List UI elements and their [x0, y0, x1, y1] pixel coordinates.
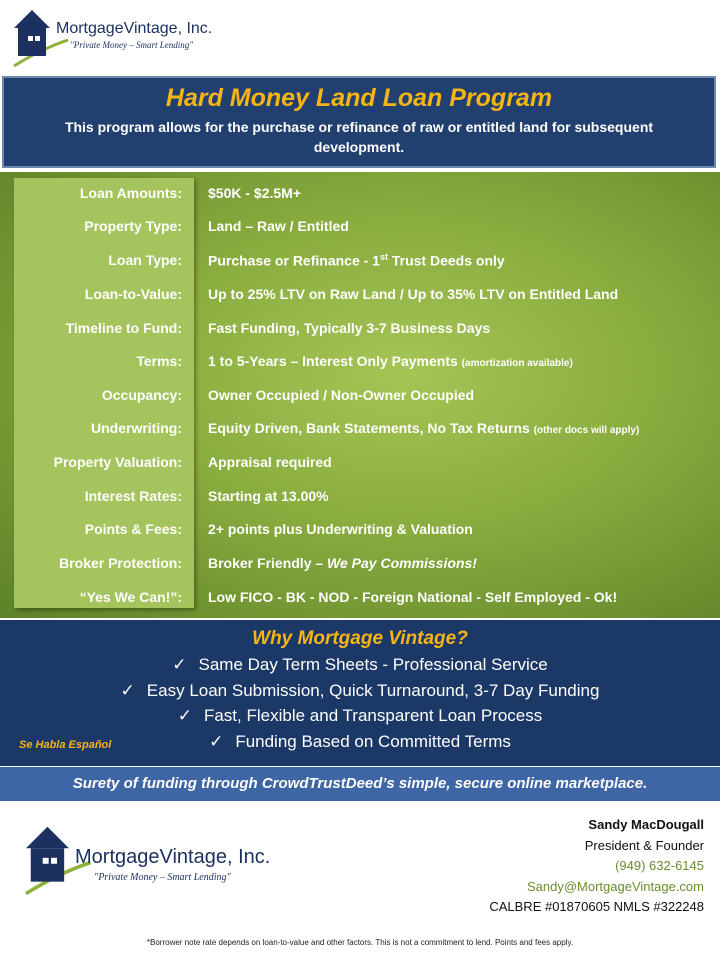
term-value: Up to 25% LTV on Raw Land / Up to 35% LTV on Entitled Land [208, 286, 619, 302]
term-value-text: Broker Friendly – [208, 555, 328, 571]
term-row [0, 312, 720, 346]
contact-phone[interactable]: (949) 632-6145 [615, 858, 704, 873]
license-numbers: CALBRE #01870605 NMLS #322248 [489, 899, 704, 914]
term-label: Terms: [136, 353, 182, 369]
term-value-text: Trust Deeds only [387, 252, 505, 269]
term-label: Loan Amounts: [79, 185, 182, 201]
term-value: Fast Funding, Typically 3-7 Business Days [208, 320, 491, 336]
title-banner [2, 76, 716, 168]
term-value: $50K - $2.5M+ [208, 185, 301, 201]
program-details [0, 172, 720, 618]
checkmark-icon: ✓ [120, 680, 135, 700]
term-value-sup: st [379, 252, 388, 262]
term-value: Owner Occupied / Non-Owner Occupied [208, 387, 475, 403]
habla-espanol-label: Se Habla Español [19, 739, 112, 751]
program-subtitle: This program allows for the purchase or refinance of raw or entitled land for subsequent development. [64, 119, 654, 155]
company-logo-top [10, 6, 240, 68]
term-value [208, 555, 477, 571]
logo-tagline: "Private Money – Smart Lending" [94, 872, 231, 883]
term-row [0, 177, 720, 211]
term-label: Property Type: [84, 218, 182, 234]
term-row [0, 547, 720, 581]
term-row [0, 278, 720, 312]
surety-banner: Surety of funding through CrowdTrustDeed’s simple, secure online marketplace. [0, 767, 720, 801]
term-label: Underwriting: [91, 420, 182, 436]
term-value: 2+ points plus Underwriting & Valuation [208, 521, 473, 537]
term-note: (other docs will apply) [533, 425, 640, 436]
why-section [0, 620, 720, 766]
term-value: Land – Raw / Entitled [208, 218, 349, 234]
logo-name: MortgageVintage, Inc. [56, 20, 213, 37]
disclaimer: *Borrower note rate depends on loan-to-value and other factors. This is not a commitment to lend. Points and fees apply. [146, 938, 574, 947]
why-bullet [0, 678, 720, 704]
term-row [0, 446, 720, 480]
term-row [0, 480, 720, 514]
term-row [0, 244, 720, 278]
term-row [0, 513, 720, 547]
term-label: Interest Rates: [84, 488, 182, 504]
why-bullet-text: Funding Based on Committed Terms [235, 731, 511, 751]
term-value-text: 1 to 5-Years – Interest Only Payments [208, 353, 462, 369]
term-value [208, 420, 639, 436]
term-label: Loan-to-Value: [84, 286, 182, 302]
term-label: Timeline to Fund: [65, 320, 182, 336]
why-title: Why Mortgage Vintage? [252, 628, 468, 649]
term-row [0, 581, 720, 615]
term-value-text: Purchase or Refinance - 1 [208, 252, 380, 269]
term-note: (amortization available) [461, 358, 573, 369]
term-label: “Yes We Can!”: [79, 589, 182, 605]
term-value: Appraisal required [208, 454, 332, 470]
term-row [0, 379, 720, 413]
company-logo-bottom [20, 822, 290, 894]
term-label: Points & Fees: [84, 521, 182, 537]
why-bullet-text: Same Day Term Sheets - Professional Service [198, 655, 548, 674]
contact-block [489, 815, 704, 918]
term-value [208, 353, 573, 369]
logo-tagline: "Private Money – Smart Lending" [70, 40, 194, 50]
term-row [0, 412, 720, 446]
term-value-emphasis: We Pay Commissions! [327, 555, 477, 571]
term-value-text: Equity Driven, Bank Statements, No Tax Returns [208, 420, 534, 436]
checkmark-icon: ✓ [177, 706, 192, 725]
contact-title: President & Founder [584, 837, 704, 853]
contact-email-link[interactable]: Sandy@MortgageVintage.com [526, 878, 704, 894]
term-value: Low FICO - BK - NOD - Foreign National - Self Employed - Ok! [208, 589, 618, 605]
term-label: Occupancy: [101, 387, 182, 403]
why-bullet [0, 652, 720, 678]
term-row [0, 345, 720, 379]
term-label: Loan Type: [108, 252, 182, 268]
term-row [0, 210, 720, 244]
contact-name: Sandy MacDougall [588, 817, 704, 832]
why-bullet-text: Fast, Flexible and Transparent Loan Process [203, 706, 543, 725]
term-value [208, 252, 505, 269]
term-label: Property Valuation: [53, 454, 182, 470]
why-bullet [0, 703, 720, 729]
checkmark-icon: ✓ [172, 655, 187, 674]
program-title: Hard Money Land Loan Program [165, 84, 553, 112]
term-value: Starting at 13.00% [208, 488, 329, 504]
logo-name: MortgageVintage, Inc. [75, 846, 271, 868]
term-label: Broker Protection: [59, 555, 182, 571]
why-bullet-text: Easy Loan Submission, Quick Turnaround, 3-7 Day Funding [146, 680, 600, 700]
checkmark-icon: ✓ [209, 731, 224, 751]
